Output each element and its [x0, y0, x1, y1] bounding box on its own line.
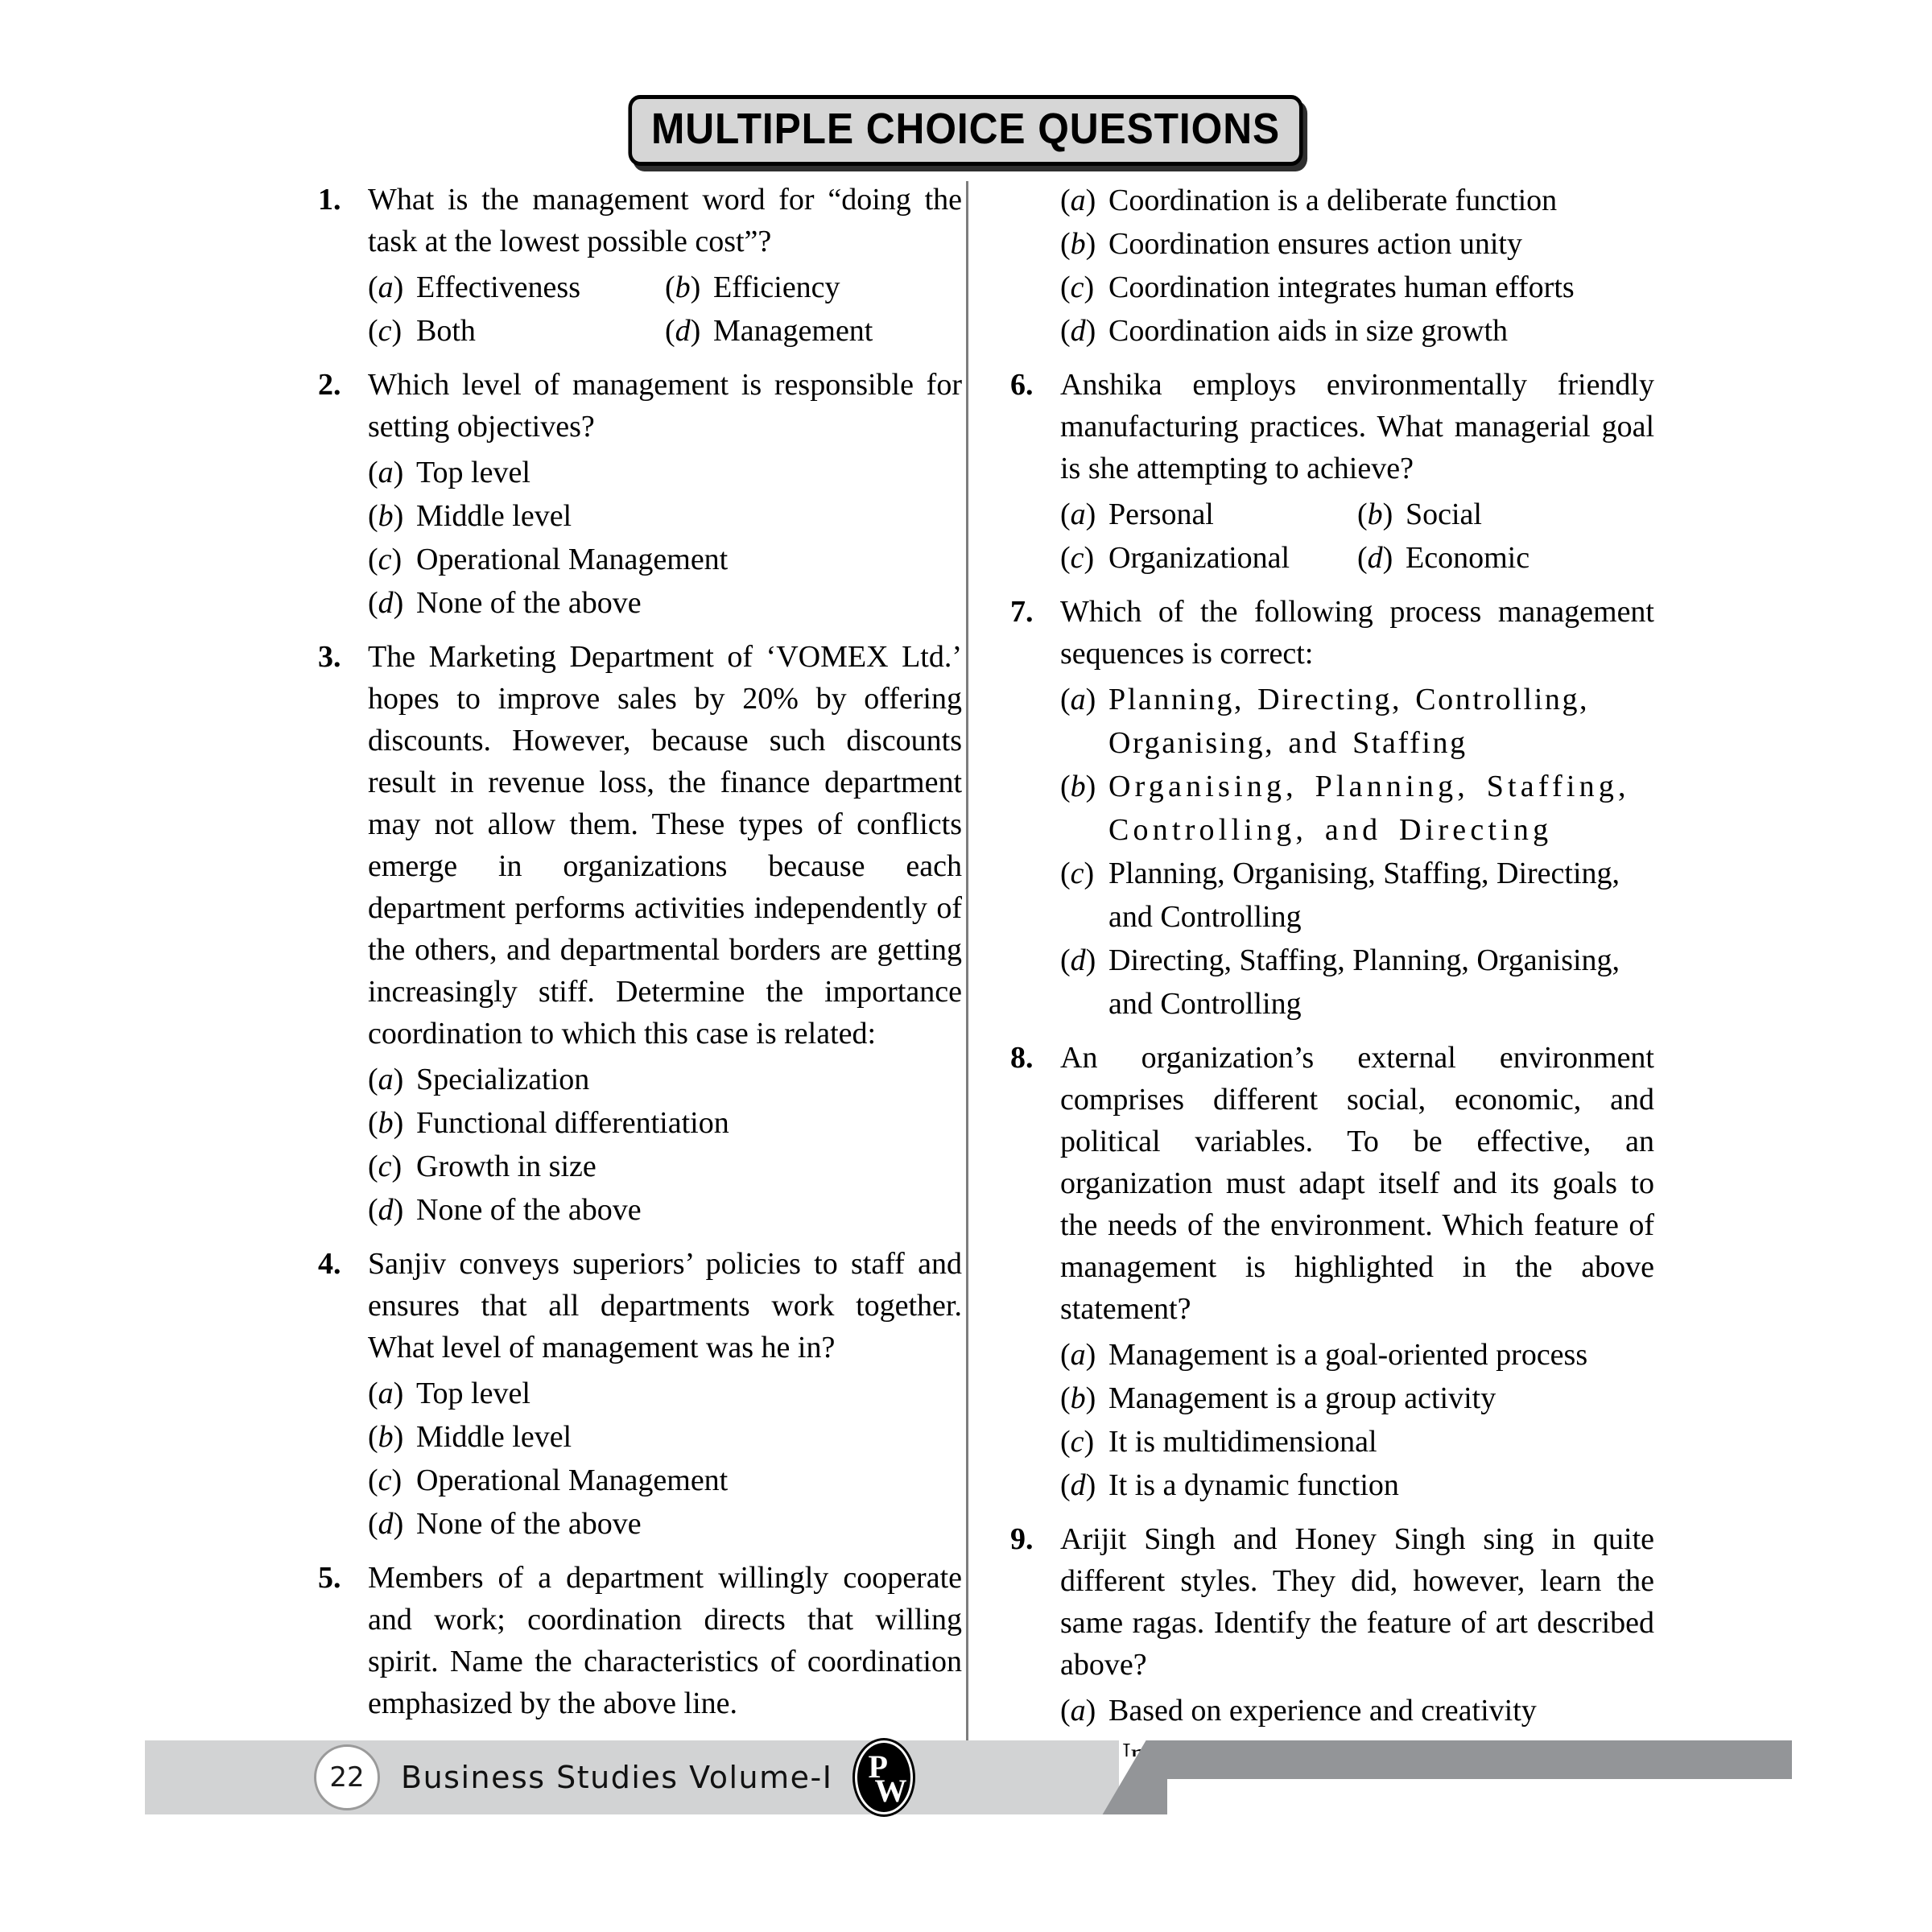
option-label: (c) — [368, 1150, 402, 1183]
option-a[interactable] — [368, 451, 962, 494]
option-label: (b) — [1357, 497, 1393, 531]
page-header — [0, 95, 1932, 166]
option-list — [368, 266, 962, 353]
option-row — [368, 266, 962, 309]
option-row — [1060, 1333, 1654, 1377]
option-text: Effectiveness — [416, 270, 580, 304]
option-c[interactable] — [1060, 852, 1654, 939]
option-label: (c) — [368, 543, 402, 576]
continued-option-list — [1010, 179, 1654, 353]
option-row — [368, 1459, 962, 1502]
question-block — [318, 364, 962, 625]
question-number: 7. — [1010, 595, 1034, 629]
question-number: 9. — [1010, 1522, 1034, 1556]
pw-logo-letter-w: W — [874, 1773, 907, 1809]
option-row — [368, 494, 962, 538]
option-text: Operational Management — [416, 543, 729, 576]
option-label: (a) — [1060, 184, 1096, 217]
question-text: Sanjiv conveys superiors’ policies to staff and ensures that all departments work together. What level of management was he in? — [368, 1247, 962, 1364]
question-text: An organization’s external environment comprises different social, economic, and political variables. To be effective, an organization must adapt itself and its goals to the needs of the environment. Which feature of management is highlighted in the above statement? — [1060, 1041, 1654, 1326]
question-text: Anshika employs environmentally friendly manufacturing practices. What managerial goal is she attempting to achieve? — [1060, 368, 1654, 485]
option-label: (d) — [368, 1193, 404, 1227]
option-list — [1060, 1333, 1654, 1507]
option-text: Both — [416, 314, 476, 348]
option-row — [1060, 1377, 1654, 1420]
option-label: (c) — [368, 314, 402, 348]
option-text: Coordination is a deliberate function — [1108, 184, 1558, 217]
option-text: Organising, Planning, Staffing, Controlling, and Directing — [1108, 770, 1630, 847]
option-text: Economic — [1406, 541, 1530, 575]
option-label: (a) — [368, 1063, 404, 1096]
option-row — [1060, 765, 1654, 852]
footer-content — [145, 1740, 1119, 1814]
option-c[interactable] — [368, 1459, 962, 1502]
option-text: It is multidimensional — [1108, 1425, 1377, 1459]
option-text: It is a dynamic function — [1108, 1468, 1399, 1502]
page-number-badge: 22 — [314, 1744, 380, 1810]
option-label: (c) — [1060, 857, 1095, 890]
right-column — [1010, 179, 1654, 1757]
option-row — [1060, 179, 1654, 222]
question-text: Members of a department willingly cooperate and work; coordination directs that willing spirit. Name the characteristics of coordination emphasized by the above line. — [368, 1561, 962, 1720]
option-row — [368, 1372, 962, 1415]
option-text: Management is a goal-oriented process — [1108, 1338, 1588, 1372]
question-text: Which of the following process management sequences is correct: — [1060, 595, 1654, 671]
question-block — [1010, 1037, 1654, 1507]
option-text: Specialization — [416, 1063, 590, 1096]
option-b[interactable] — [665, 266, 962, 309]
option-a[interactable] — [368, 1372, 962, 1415]
option-row — [1060, 266, 1654, 309]
footer-dark-bar — [1146, 1740, 1774, 1779]
option-a[interactable] — [1060, 493, 1357, 536]
option-label: (d) — [368, 1507, 404, 1541]
option-row — [368, 538, 962, 581]
option-d[interactable] — [1060, 939, 1654, 1026]
option-d[interactable] — [368, 581, 962, 625]
question-text: What is the management word for “doing the task at the lowest possible cost”? — [368, 183, 962, 258]
option-d[interactable] — [1060, 309, 1654, 353]
option-row — [368, 1145, 962, 1188]
option-row — [368, 1502, 962, 1546]
option-row — [1060, 309, 1654, 353]
question-text: Arijit Singh and Honey Singh sing in quite different styles. They did, however, learn the same ragas. Identify the feature of art described above? — [1060, 1522, 1654, 1682]
pw-logo-letter-p: P — [868, 1748, 888, 1785]
option-list — [368, 1372, 962, 1546]
option-list — [1060, 493, 1654, 580]
option-b[interactable] — [368, 1415, 962, 1459]
option-a[interactable] — [1060, 179, 1654, 222]
option-label: (d) — [1060, 1468, 1096, 1502]
option-row — [1060, 536, 1654, 580]
option-a[interactable] — [1060, 1689, 1654, 1732]
option-c[interactable] — [368, 538, 962, 581]
option-text: Coordination integrates human efforts — [1108, 270, 1575, 304]
question-number: 6. — [1010, 368, 1034, 402]
option-c[interactable] — [1060, 266, 1654, 309]
left-column — [318, 179, 962, 1757]
option-b[interactable] — [1060, 222, 1654, 266]
option-c[interactable] — [1060, 536, 1357, 580]
footer-book-title: Business Studies Volume-I — [401, 1760, 833, 1795]
option-label: (b) — [665, 270, 701, 304]
question-block — [318, 636, 962, 1232]
option-a[interactable] — [368, 266, 665, 309]
question-block — [318, 179, 962, 353]
option-row — [368, 581, 962, 625]
option-text: Efficiency — [713, 270, 840, 304]
option-a[interactable] — [1060, 1333, 1654, 1377]
option-label: (b) — [1060, 1381, 1096, 1415]
option-row — [1060, 1689, 1654, 1732]
option-label: (a) — [368, 1377, 404, 1410]
option-label: (d) — [1060, 943, 1096, 977]
option-row — [1060, 222, 1654, 266]
option-row — [1060, 852, 1654, 939]
pw-logo-icon — [855, 1740, 913, 1814]
option-c[interactable] — [1060, 1420, 1654, 1463]
option-label: (d) — [665, 314, 701, 348]
question-number: 8. — [1010, 1041, 1034, 1075]
option-text: Middle level — [416, 1420, 572, 1454]
option-text: Organizational — [1108, 541, 1290, 575]
option-row — [368, 1101, 962, 1145]
option-label: (b) — [368, 1106, 404, 1140]
questions-body — [0, 179, 1932, 1757]
option-text: Social — [1406, 497, 1482, 531]
option-label: (d) — [1060, 314, 1096, 348]
question-number: 4. — [318, 1247, 341, 1281]
option-c[interactable] — [368, 309, 665, 353]
option-b[interactable] — [1060, 765, 1654, 852]
option-label: (c) — [1060, 270, 1095, 304]
option-text: Directing, Staffing, Planning, Organising, and Controlling — [1108, 943, 1620, 1021]
question-block — [318, 1557, 962, 1724]
question-block — [1010, 1518, 1654, 1757]
option-text: Management is a group activity — [1108, 1381, 1496, 1415]
page-title: MULTIPLE CHOICE QUESTIONS — [629, 95, 1303, 166]
option-label: (d) — [368, 586, 404, 620]
option-b[interactable] — [368, 494, 962, 538]
option-text: Top level — [416, 456, 530, 489]
question-block — [1010, 364, 1654, 580]
option-text: Management — [713, 314, 873, 348]
option-text: Based on experience and creativity — [1108, 1694, 1537, 1728]
option-text: Personal — [1108, 497, 1214, 531]
option-row — [1060, 493, 1654, 536]
option-text: Planning, Organising, Staffing, Directing, and Controlling — [1108, 857, 1620, 934]
footer-dark-bar-end — [1774, 1740, 1792, 1779]
option-label: (b) — [368, 1420, 404, 1454]
option-text: Middle level — [416, 499, 572, 533]
option-list — [368, 451, 962, 625]
option-label: (b) — [1060, 227, 1096, 261]
option-label: (d) — [1357, 541, 1393, 575]
option-row — [368, 309, 962, 353]
option-row — [368, 1415, 962, 1459]
option-a[interactable] — [368, 1058, 962, 1101]
option-text: None of the above — [416, 1193, 642, 1227]
option-b[interactable] — [1060, 1377, 1654, 1420]
option-row — [368, 451, 962, 494]
option-b[interactable] — [368, 1101, 962, 1145]
option-label: (a) — [1060, 497, 1096, 531]
option-row — [1060, 939, 1654, 1026]
option-text: Planning, Directing, Controlling, Organising, and Staffing — [1108, 683, 1590, 760]
option-label: (a) — [368, 270, 404, 304]
question-number: 3. — [318, 640, 341, 674]
option-label: (b) — [368, 499, 404, 533]
option-row — [1060, 1420, 1654, 1463]
option-text: None of the above — [416, 1507, 642, 1541]
option-label: (a) — [1060, 1338, 1096, 1372]
option-d[interactable] — [1060, 1463, 1654, 1507]
option-c[interactable] — [368, 1145, 962, 1188]
option-label: (a) — [1060, 683, 1096, 716]
option-label: (b) — [1060, 770, 1096, 803]
question-text: Which level of management is responsible for setting objectives? — [368, 368, 962, 444]
option-row — [1060, 678, 1654, 765]
option-row — [368, 1058, 962, 1101]
option-label: (a) — [1060, 1694, 1096, 1728]
option-row — [368, 1188, 962, 1232]
option-list — [1060, 678, 1654, 1026]
question-number: 1. — [318, 183, 341, 217]
option-d[interactable] — [368, 1188, 962, 1232]
option-text: Functional differentiation — [416, 1106, 729, 1140]
page-footer — [0, 1739, 1932, 1932]
option-text: None of the above — [416, 586, 642, 620]
option-label: (a) — [368, 456, 404, 489]
question-number: 5. — [318, 1561, 341, 1595]
option-b[interactable] — [1357, 493, 1654, 536]
question-block — [318, 1243, 962, 1546]
option-row — [1060, 1463, 1654, 1507]
option-text: Coordination aids in size growth — [1108, 314, 1509, 348]
option-d[interactable] — [665, 309, 962, 353]
option-text: Coordination ensures action unity — [1108, 227, 1522, 261]
question-number: 2. — [318, 368, 341, 402]
option-d[interactable] — [1357, 536, 1654, 580]
option-label: (c) — [1060, 541, 1095, 575]
option-d[interactable] — [368, 1502, 962, 1546]
option-text: Operational Management — [416, 1463, 729, 1497]
option-label: (c) — [368, 1463, 402, 1497]
option-label: (c) — [1060, 1425, 1095, 1459]
option-text: Top level — [416, 1377, 530, 1410]
option-a[interactable] — [1060, 678, 1654, 765]
option-list — [368, 1058, 962, 1232]
option-text: Growth in size — [416, 1150, 597, 1183]
question-block — [1010, 591, 1654, 1026]
question-text: The Marketing Department of ‘VOMEX Ltd.’ hopes to improve sales by 20% by offering discounts. However, because such discounts result in revenue loss, the finance department may not allow them. These types of conflicts emerge in organizations because each department performs activities independently of the others, and departmental borders are getting increasingly stiff. Determine the importance coordination to which this case is related: — [368, 640, 962, 1051]
